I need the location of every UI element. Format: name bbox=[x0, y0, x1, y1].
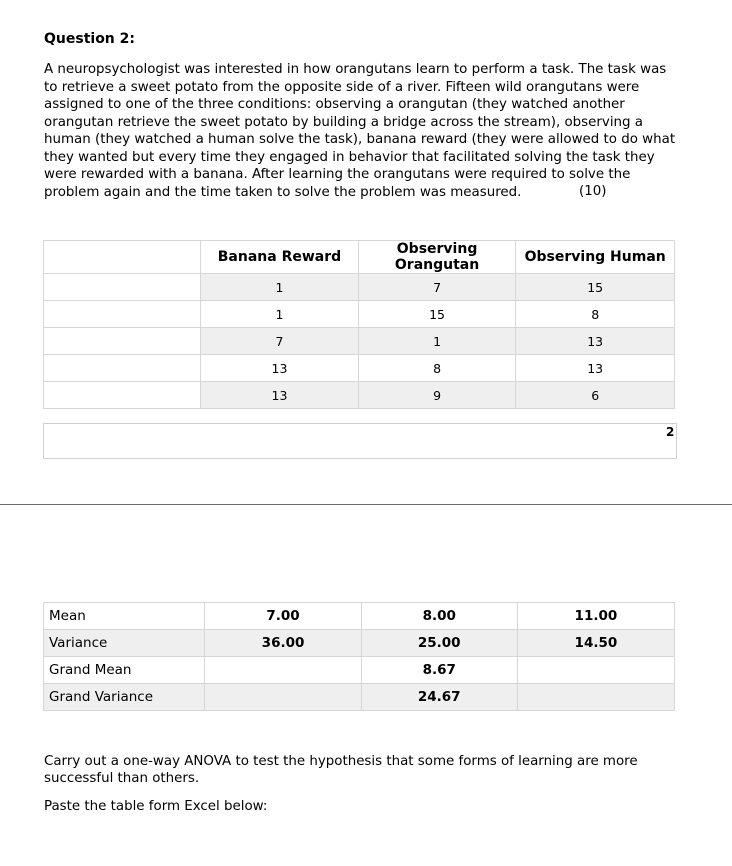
data-cell: 13 bbox=[201, 355, 359, 382]
stats-row-mean bbox=[44, 603, 675, 630]
data-cell: 13 bbox=[201, 382, 359, 409]
page-divider bbox=[0, 504, 732, 505]
header-observing-human: Observing Human bbox=[516, 241, 675, 274]
data-cell: 13 bbox=[516, 328, 675, 355]
table-row bbox=[44, 328, 675, 355]
data-cell: 13 bbox=[516, 355, 675, 382]
row-label-cell bbox=[44, 355, 201, 382]
stats-value: 25.00 bbox=[361, 630, 517, 657]
data-cell: 15 bbox=[358, 301, 516, 328]
data-table bbox=[43, 240, 675, 409]
stats-label: Grand Variance bbox=[44, 684, 205, 711]
header-observing-orangutan: Observing Orangutan bbox=[358, 241, 516, 274]
table-row bbox=[44, 274, 675, 301]
header-banana-reward: Banana Reward bbox=[201, 241, 359, 274]
paste-instruction: Paste the table form Excel below: bbox=[44, 799, 268, 814]
stats-value bbox=[517, 657, 674, 684]
question-text: A neuropsychologist was interested in how orangutans learn to perform a task. The task was to retrieve a sweet potato from the opposite side of a river. Fifteen wild orangutans were assigned to one of the three conditions: observing a orangutan (they watched another orangutan retrieve the sweet potato by building a bridge across the stream), observing a human (they watched a human solve the task), banana reward (they were allowed to do what they wanted but every time they engaged in behavior that facilitated solving the task they were rewarded with a banana. After learning the orangutans were required to solve the problem again and the time taken to solve the problem was measured. bbox=[44, 62, 676, 200]
stats-value: 36.00 bbox=[205, 630, 361, 657]
data-cell: 9 bbox=[358, 382, 516, 409]
stats-value: 7.00 bbox=[205, 603, 361, 630]
question-body bbox=[44, 61, 679, 201]
stats-table bbox=[43, 602, 675, 711]
stats-value bbox=[205, 657, 361, 684]
data-cell: 8 bbox=[516, 301, 675, 328]
table-row bbox=[44, 355, 675, 382]
data-cell: 7 bbox=[358, 274, 516, 301]
stats-value: 8.00 bbox=[361, 603, 517, 630]
question-title: Question 2: bbox=[44, 31, 135, 47]
stats-label: Grand Mean bbox=[44, 657, 205, 684]
data-cell: 15 bbox=[516, 274, 675, 301]
data-cell: 6 bbox=[516, 382, 675, 409]
data-cell: 7 bbox=[201, 328, 359, 355]
data-cell: 1 bbox=[358, 328, 516, 355]
data-cell: 8 bbox=[358, 355, 516, 382]
stats-value: 14.50 bbox=[517, 630, 674, 657]
table-row bbox=[44, 382, 675, 409]
table-row bbox=[44, 301, 675, 328]
answer-box[interactable] bbox=[43, 423, 677, 459]
row-label-cell bbox=[44, 382, 201, 409]
anova-instruction: Carry out a one-way ANOVA to test the hypothesis that some forms of learning are more successful than others. bbox=[44, 754, 638, 786]
stats-label: Mean bbox=[44, 603, 205, 630]
data-table-corner bbox=[44, 241, 201, 274]
stats-row-grand-variance bbox=[44, 684, 675, 711]
stats-row-variance bbox=[44, 630, 675, 657]
row-label-cell bbox=[44, 274, 201, 301]
stats-value: 24.67 bbox=[361, 684, 517, 711]
page-number: 2 bbox=[666, 425, 675, 439]
stats-row-grand-mean bbox=[44, 657, 675, 684]
stats-value bbox=[205, 684, 361, 711]
row-label-cell bbox=[44, 301, 201, 328]
stats-label: Variance bbox=[44, 630, 205, 657]
stats-value: 8.67 bbox=[361, 657, 517, 684]
row-label-cell bbox=[44, 328, 201, 355]
question-marks: (10) bbox=[579, 184, 607, 199]
stats-value: 11.00 bbox=[517, 603, 674, 630]
data-cell: 1 bbox=[201, 274, 359, 301]
data-cell: 1 bbox=[201, 301, 359, 328]
stats-value bbox=[517, 684, 674, 711]
data-table-header-row bbox=[44, 241, 675, 274]
